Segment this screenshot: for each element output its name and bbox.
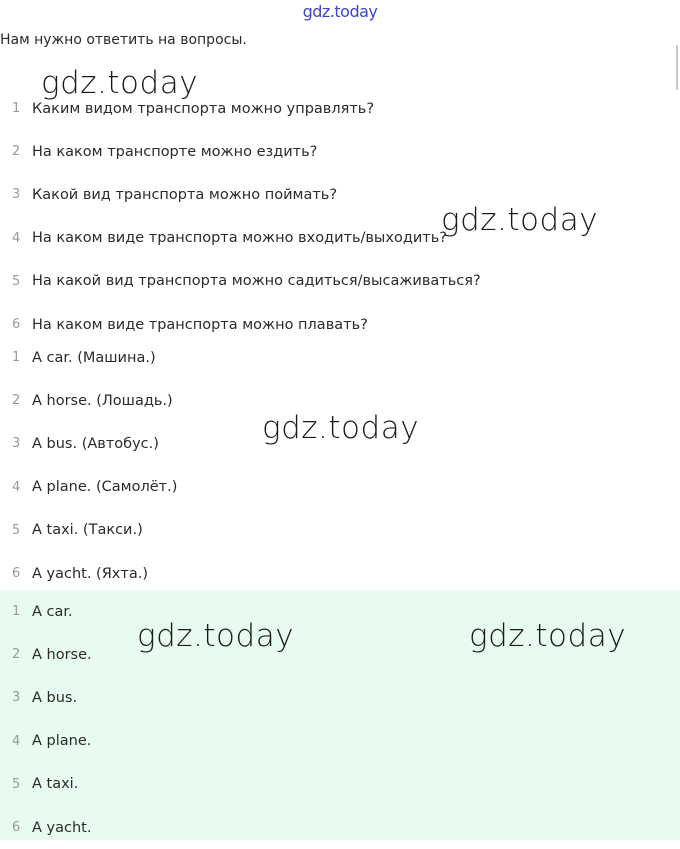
question-text: Каким видом транспорта можно управлять? [32,100,375,117]
answer-item [0,590,92,633]
answer-text: A taxi. [32,776,79,793]
translation-text: A bus. (Автобус.) [32,435,159,452]
intro-text: Нам нужно ответить на вопросы. [0,32,247,48]
item-number: 5 [12,776,21,792]
watermark: gdz.today [441,202,599,238]
item-number: 5 [12,273,21,289]
item-number: 1 [12,604,21,620]
item-number: 2 [12,144,21,160]
answer-text: A bus. [32,689,78,706]
question-item [0,260,481,303]
answer-item [0,806,92,849]
translations-list [0,336,177,595]
item-number: 5 [12,522,21,538]
questions-list [0,87,481,346]
question-text: На каком транспорте можно ездить? [32,143,318,160]
translation-item [0,379,177,422]
watermark: gdz.today [469,618,627,654]
translation-text: A horse. (Лошадь.) [32,392,173,409]
site-link[interactable]: gdz.today [302,2,378,21]
answer-item [0,676,92,719]
answer-text: A yacht. [32,819,92,836]
item-number: 3 [12,187,21,203]
scrollbar-thumb[interactable] [676,45,678,90]
answer-text: A plane. [32,733,92,750]
item-number: 4 [12,733,21,749]
translation-item [0,422,177,465]
answers-list [0,590,92,849]
question-text: Какой вид транспорта можно поймать? [32,186,338,203]
question-item [0,173,481,216]
translation-text: A yacht. (Яхта.) [32,565,148,582]
answer-item [0,763,92,806]
question-text: На каком виде транспорта можно входить/выходить? [32,230,447,247]
translation-item [0,552,177,595]
item-number: 6 [12,820,21,836]
answer-text: A car. [32,603,73,620]
item-number: 2 [12,647,21,663]
item-number: 4 [12,230,21,246]
translation-item [0,466,177,509]
question-item [0,217,481,260]
translation-text: A taxi. (Такси.) [32,522,143,539]
item-number: 1 [12,350,21,366]
question-text: На какой вид транспорта можно садиться/высаживаться? [32,273,481,290]
translation-text: A car. (Машина.) [32,349,156,366]
item-number: 3 [12,690,21,706]
item-number: 4 [12,479,21,495]
translation-item [0,336,177,379]
item-number: 6 [12,317,21,333]
question-item [0,130,481,173]
answer-text: A horse. [32,646,92,663]
item-number: 6 [12,566,21,582]
item-number: 3 [12,436,21,452]
answer-item [0,720,92,763]
watermark: gdz.today [262,410,420,446]
watermark: gdz.today [41,65,199,101]
translation-text: A plane. (Самолёт.) [32,479,178,496]
watermark: gdz.today [137,618,295,654]
question-text: На каком виде транспорта можно плавать? [32,316,368,333]
item-number: 1 [12,101,21,117]
answer-item [0,633,92,676]
translation-item [0,509,177,552]
item-number: 2 [12,393,21,409]
